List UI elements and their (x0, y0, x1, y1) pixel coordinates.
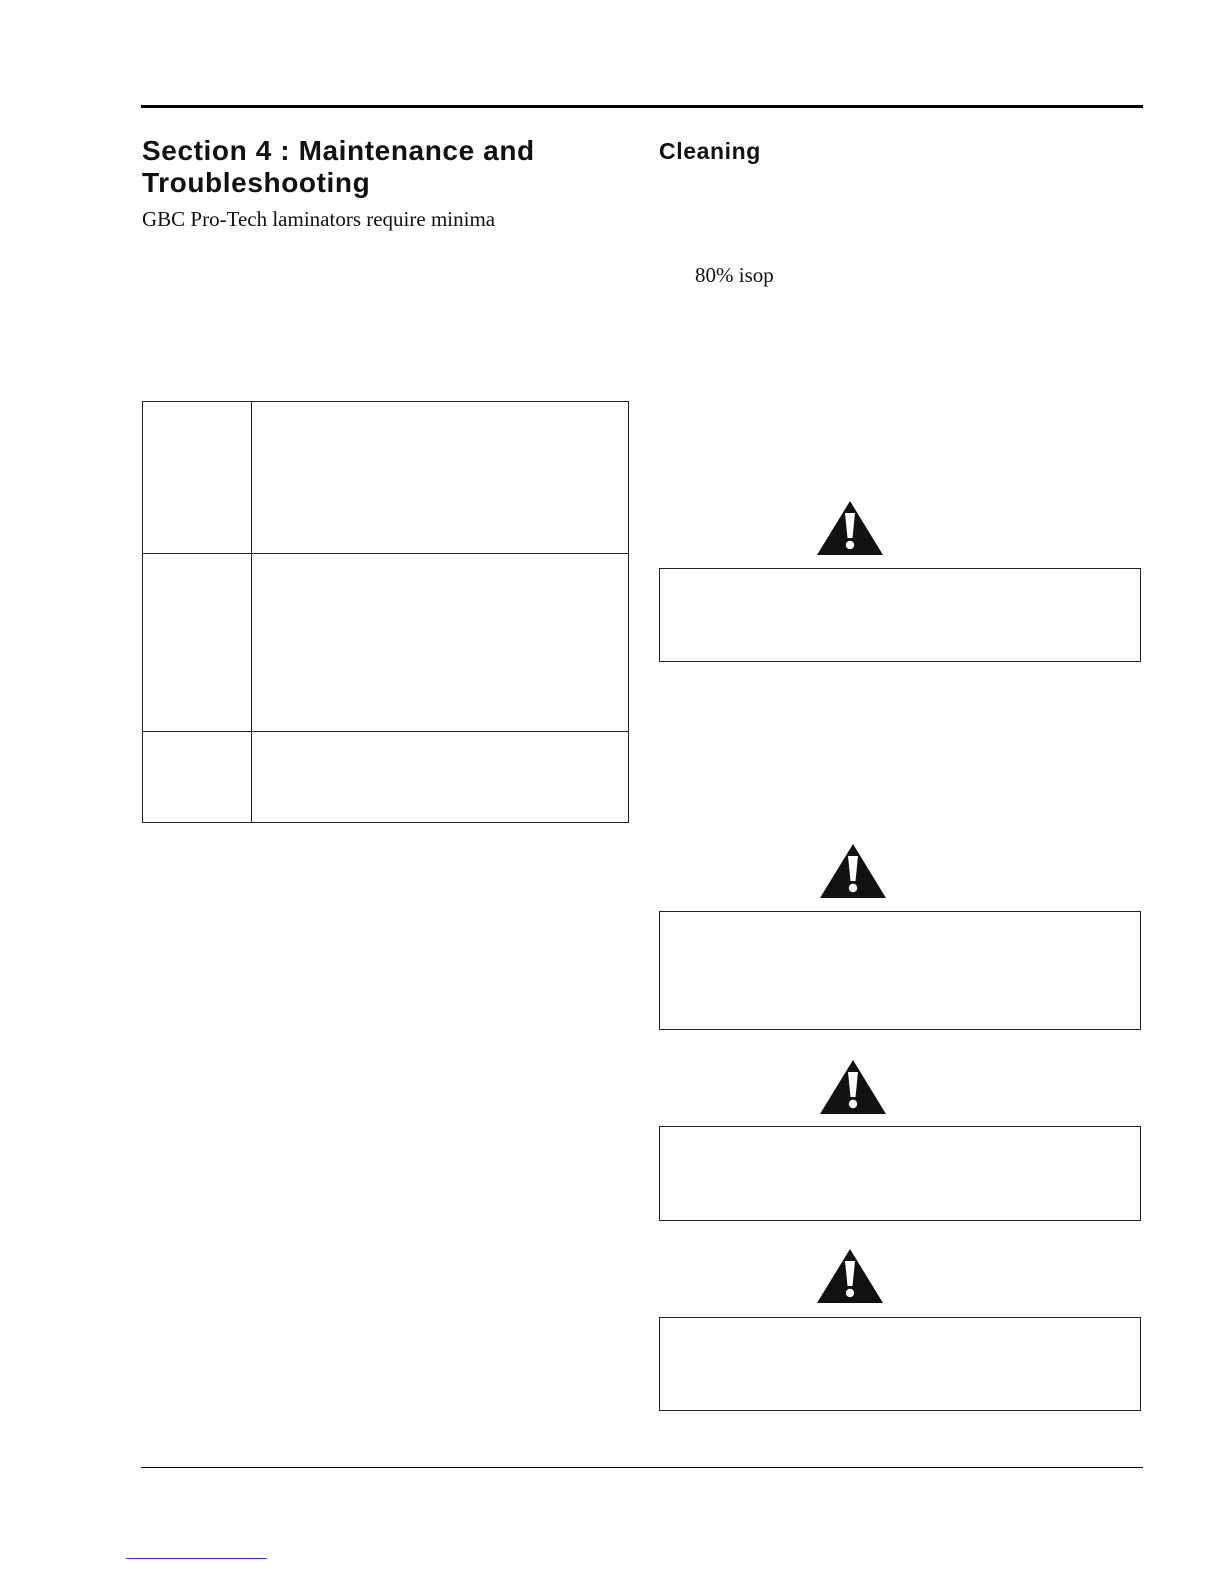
warning-box (659, 911, 1141, 1030)
table-cell (252, 732, 629, 823)
table-cell (143, 554, 252, 732)
cleaning-heading: Cleaning (659, 138, 761, 164)
warning-triangle-icon (819, 843, 887, 899)
intro-paragraph: GBC Pro-Tech laminators require minima (142, 207, 496, 231)
table-cell (252, 402, 629, 554)
table-cell (252, 554, 629, 732)
maintenance-table (142, 401, 629, 823)
section-title: Section 4 : Maintenance and Troubleshooting (142, 135, 535, 198)
table-cell (143, 402, 252, 554)
table-row (143, 732, 629, 823)
table-row (143, 402, 629, 554)
warning-box (659, 1126, 1141, 1221)
warning-box (659, 1317, 1141, 1411)
warning-box (659, 568, 1141, 662)
table-row (143, 554, 629, 732)
footer-rule (141, 1467, 1143, 1468)
footer-link-underline[interactable] (126, 1558, 267, 1559)
cleaning-paragraph: 80% isop (695, 263, 774, 287)
warning-triangle-icon (816, 1248, 884, 1304)
table-cell (143, 732, 252, 823)
warning-triangle-icon (816, 500, 884, 556)
warning-triangle-icon (819, 1059, 887, 1115)
header-rule (141, 105, 1143, 108)
